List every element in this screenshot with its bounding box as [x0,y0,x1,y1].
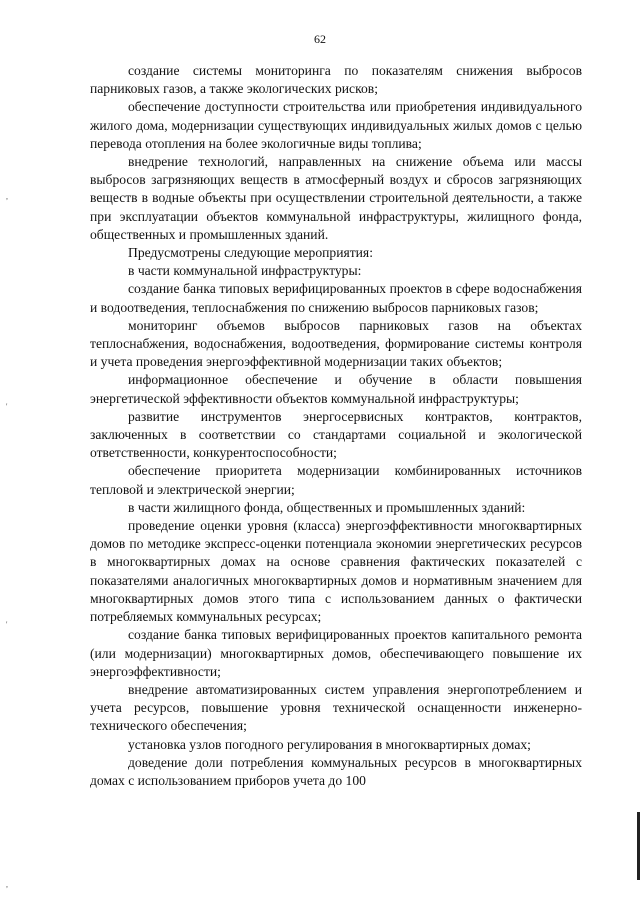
scan-mark: ' [6,402,8,411]
paragraph: создание системы мониторинга по показателям снижения выбросов парниковых газов, а также экологических рисков; [90,63,582,97]
paragraph: создание банка типовых верифицированных проектов капитального ремонта (или модернизации) многоквартирных домов, обеспечивающего повышение их энергоэффективности; [90,627,582,679]
scan-mark: , [6,880,8,889]
paragraph: в части жилищного фонда, общественных и промышленных зданий: [128,499,526,515]
paragraph: обеспечение доступности строительства или приобретения индивидуального жилого дома, модернизации существующих индивидуальных жилых домов с целью перевода отопления на более экологичные виды топлива; [90,99,582,151]
document-body [90,62,582,790]
scan-mark: , [6,192,8,201]
paragraph: доведение доли потребления коммунальных ресурсов в многоквартирных домах с использованием приборов учета до 100 [90,754,582,788]
paragraph: установка узлов погодного регулирования в многоквартирных домах; [128,736,531,752]
paragraph: Предусмотрены следующие мероприятия: [128,245,373,261]
paragraph: проведение оценки уровня (класса) энергоэффективности многоквартирных домов по методике экспресс-оценки потенциала экономии энергетических ресурсов в многоквартирных домах на основе сравнения фактических показателей с показателями аналогичных многоквартирных домов и нормативным значением для многоквартирных домов этого типа с использованием данных о фактически потребляемых коммунальных ресурсах; [90,518,582,625]
paragraph: развитие инструментов энергосервисных контрактов, контрактов, заключенных в соответствии со стандартами социальной и экологической ответственности, конкурентоспособности; [90,408,582,461]
paragraph: создание банка типовых верифицированных проектов в сфере водоснабжения и водоотведения, теплоснабжения по снижению выбросов парниковых газов; [90,281,582,315]
paragraph: мониторинг объемов выбросов парниковых газов на объектах теплоснабжения, водоснабжения, водоотведения, формирование системы контроля и учета проведения энергоэффективной модернизации таких объектов; [90,317,582,370]
paragraph: внедрение технологий, направленных на снижение объема или массы выбросов загрязняющих веществ в атмосферный воздух и сбросов загрязняющих веществ в водные объекты при осуществлении строительной деятельности, а также при эксплуатации объектов коммунальной инфраструктуры, жилищного фонда, общественных и промышленных зданий. [90,154,582,242]
paragraph: обеспечение приоритета модернизации комбинированных источников тепловой и электрической энергии; [90,463,582,497]
paragraph: в части коммунальной инфраструктуры: [128,263,362,279]
scan-mark: ' [6,620,8,629]
paragraph: информационное обеспечение и обучение в области повышения энергетической эффективности объектов коммунальной инфраструктуры; [90,372,582,406]
paragraph: внедрение автоматизированных систем управления энергопотреблением и учета ресурсов, повышение уровня технической оснащенности инженерно-технического обеспечения; [90,681,582,734]
page-number: 62 [314,32,326,46]
